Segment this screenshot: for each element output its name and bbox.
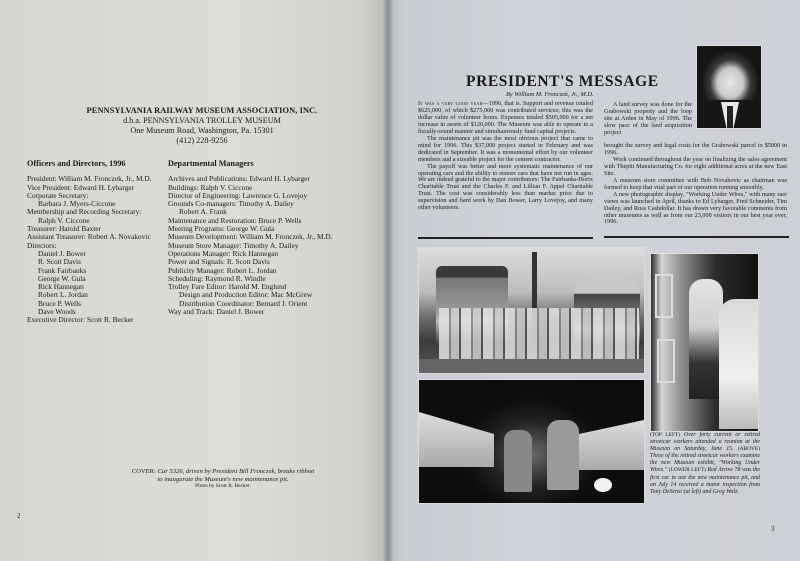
exhibit-photo	[650, 253, 759, 432]
page-gutter	[383, 0, 393, 561]
director-item: Robert L. Jordan	[38, 290, 88, 300]
section-rule	[604, 236, 789, 238]
message-column-2-narrow	[604, 102, 692, 137]
manager-item: Meeting Programs: George W. Gula	[168, 224, 275, 234]
manager-item: Robert A. Frank	[179, 207, 227, 217]
directors-label: Directors:	[27, 240, 57, 250]
portrait-tie	[727, 106, 733, 128]
director-item: Dave Woods	[38, 307, 76, 317]
organization-name: PENNSYLVANIA RAILWAY MUSEUM ASSOCIATION, INC.	[86, 106, 318, 115]
manager-item: Distribution Coordinator: Bernard J. Orient	[179, 298, 308, 308]
left-page	[0, 0, 388, 561]
officers-list	[27, 160, 177, 325]
photo-caption: (TOP LEFT) Over forty current or retired streetcar workers attended a reunion at the Museum on Saturday, June 15. (ABOVE) Three of the retired streetcar workers examine the new Museum exhibit, "Working Under Wires." (LOWER LEFT) Red Arrow 78 was the first car to use the new maintenance pit, and on July 14 received a motor inspection from Tony DeSensi (at left) and Greg Walz.	[650, 432, 760, 495]
exhibit-frame	[657, 339, 675, 383]
manager-item: Power and Signals: R. Scott Davis	[168, 257, 270, 267]
manager-item: Design and Production Editor: Mac McGrew	[179, 290, 313, 300]
message-column-2	[604, 144, 787, 226]
president-portrait-photo	[696, 45, 762, 129]
manager-item: Operations Manager: Rick Hannegan	[168, 248, 279, 258]
officer-assistant-treasurer: Assistant Treasurer: Robert A. Novakovic	[27, 232, 151, 242]
page-number-right: 3	[771, 525, 775, 533]
paragraph: The payoff was better and more systematic maintenance of our operating cars and the ability to restore cars that have not run in ages. We are indeed grateful to the major contributors: The Fairbanks-Horix Charitable Trust and the Charles F. and Lillian F. Appel Charitable Trust. The cost was considerably less than market price due to supervision and hard work by Dan Bower, Larry Lovejoy, and many other volunteers.	[418, 162, 593, 212]
director-item: Rick Hannegan	[38, 282, 84, 292]
manager-item: Director of Engineering: Lawrence G. Lovejoy	[168, 190, 308, 200]
manager-item: Publicity Manager: Robert L. Jordan	[168, 265, 277, 275]
group-of-people	[439, 308, 639, 360]
exhibit-frame	[655, 274, 673, 318]
manager-item: Museum Development: William M. Fronczek, Jr., M.D.	[168, 232, 333, 242]
director-item: Daniel J. Bower	[38, 248, 86, 258]
officer-corporate-secretary-label: Corporate Secretary:	[27, 190, 89, 200]
page-title: PRESIDENT'S MESSAGE	[466, 73, 659, 90]
manager-item: Buildings: Ralph V. Ciccone	[168, 182, 253, 192]
organization-dba: d.b.a. PENNSYLVANIA TROLLEY MUSEUM	[123, 116, 281, 125]
paragraph: It was a very good year—1996, that is. Support and revenue totaled $625,000, of which $275,000 was contributed services; this was the dollar value of volunteer hours. Expenses totaled $505,000 for a net increase in assets of $120,000. The Museum was able to operate in a fiscally-sound manner and simultaneously fund capital projects.	[418, 100, 593, 135]
director-item: George W. Gula	[38, 273, 86, 283]
work-lamp	[594, 478, 612, 492]
pit-wall	[419, 412, 494, 467]
organization-phone: (412) 228-9256	[176, 136, 228, 145]
officer-membership-secretary: Ralph V. Ciccone	[38, 215, 90, 225]
officer-vice-president: Vice President: Edward H. Lybarger	[27, 182, 135, 192]
page-number-left: 2	[17, 512, 21, 520]
track-ground	[419, 359, 644, 373]
cover-caption-label: COVER:	[131, 468, 156, 475]
cover-caption-line1: Car 5326, driven by President Bill Fronczek, breaks ribbon	[155, 468, 315, 475]
visitor	[719, 299, 759, 429]
organization-address: One Museum Road, Washington, Pa. 15301	[130, 126, 274, 135]
manager-item: Archives and Publications: Edward H. Lybarger	[168, 174, 310, 184]
paragraph: Work continued throughout the year on finalizing the sales agreement with Thepitt Manufacturing Co. for eight additional acres at the new East Site.	[604, 155, 787, 177]
officer-treasurer: Treasurer: Harold Baxter	[27, 224, 102, 234]
manager-item: Way and Track: Daniel J. Bower	[168, 307, 265, 317]
manager-item: Scheduling: Raymond R. Windle	[168, 273, 266, 283]
manager-item: Trolley Fare Editor: Harold M. Englund	[168, 282, 287, 292]
executive-director: Executive Director: Scott R. Becker	[27, 315, 134, 325]
managers-heading: Departmental Managers	[168, 159, 254, 168]
section-rule	[418, 237, 593, 239]
manager-item: Museum Store Manager: Timothy A. Dailey	[168, 240, 299, 250]
lead-in: It was a very good year	[418, 100, 483, 107]
pit-wall	[574, 420, 644, 470]
officers-heading: Officers and Directors, 1996	[27, 159, 126, 168]
paragraph: A new photographic display, "Working Under Wires," with many rare views was launched in April, thanks to Ed Lybarger, Fred Schneider, Tim Dailey, and Russ Cashdollar. It has drawn very favorable comments from other museums as well as from our 23,000 visitors in our best year ever, 1996.	[604, 190, 787, 226]
maintenance-pit-photo	[418, 379, 645, 504]
managers-list	[168, 160, 388, 316]
worker	[504, 430, 532, 492]
byline: By William M. Fronczek, Jr., M.D.	[506, 91, 594, 98]
paragraph: brought the survey and legal costs for the Grabowski parcel to $5000 in 1996.	[604, 142, 787, 156]
paragraph: The maintenance pit was the most obvious project that came to mind for 1996. This $37,000 project started in February and was dedicated in September. It was a monumental effort by our volunteer members and a sizeable project for the cement contractor.	[418, 134, 593, 163]
cover-caption	[108, 468, 338, 491]
organization-header	[62, 106, 342, 146]
reunion-group-photo	[418, 247, 645, 374]
manager-item: Grounds Co-managers: Timothy A. Dailey	[168, 199, 294, 209]
cover-caption-line2: to inaugurate the Museum's new maintenance pit.	[157, 475, 289, 483]
paragraph: A land survey was done for the Grabowski property and the loop site at Arden in May of 1996. The slow pace of the land acquisition project	[604, 101, 692, 136]
worker	[547, 420, 579, 490]
director-item: R. Scott Davis	[38, 257, 81, 267]
officer-membership-secretary-label: Membership and Recording Secretary:	[27, 207, 142, 217]
director-item: Frank Fairbanks	[38, 265, 87, 275]
officer-president: President: William M. Fronczek, Jr., M.D.	[27, 174, 152, 184]
cover-photo-credit: Photo by Scott R. Becker.	[195, 483, 251, 490]
paragraph: A museum store committee with Bob Novakovic as chairman was formed to keep that vital part of our operation running smoothly.	[604, 176, 787, 191]
message-column-1	[418, 101, 593, 212]
manager-item: Maintenance and Restoration: Bruce P. Wells	[168, 215, 302, 225]
officer-corporate-secretary: Barbara J. Myers-Ciccone	[38, 199, 116, 209]
visitor	[689, 279, 723, 399]
director-item: Bruce P. Wells	[38, 298, 81, 308]
